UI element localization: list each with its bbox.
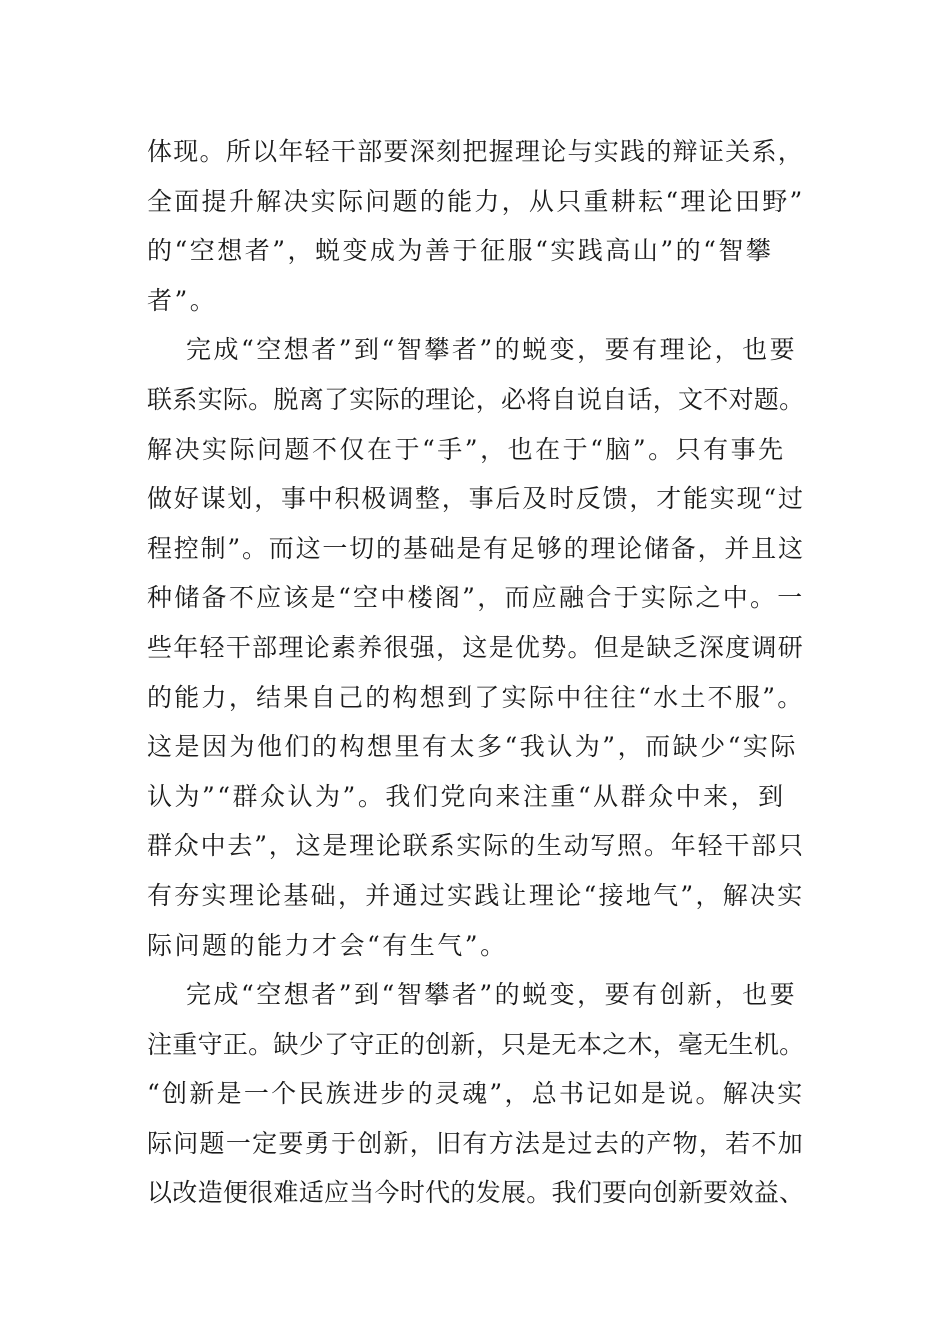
body-text [147, 127, 807, 1218]
text-line: 种储备不应该是“空中楼阁”，而应融合于实际之中。一 [147, 583, 805, 613]
text-line: 全面提升解决实际问题的能力，从只重耕耘“理论田野” [147, 186, 805, 216]
text-line: 做好谋划，事中积极调整，事后及时反馈，才能实现“过 [147, 484, 805, 514]
text-line: 解决实际问题不仅在于“手”，也在于“脑”。只有事先 [147, 434, 786, 464]
text-line: 的能力，结果自己的构想到了实际中往往“水土不服”。 [147, 682, 805, 712]
text-line: 完成“空想者”到“智攀者”的蜕变，要有创新，也要 [186, 980, 798, 1010]
text-line: 体现。所以年轻干部要深刻把握理论与实践的辩证关系， [147, 137, 805, 166]
text-line: 些年轻干部理论素养很强，这是优势。但是缺乏深度调研 [147, 632, 805, 662]
text-line: “创新是一个民族进步的灵魂”，总书记如是说。解决实 [147, 1079, 805, 1109]
text-line: 这是因为他们的构想里有太多“我认为”，而缺少“实际 [147, 732, 798, 762]
text-line: 者”。 [147, 285, 218, 315]
text-line: 以改造便很难适应当今时代的发展。我们要向创新要效益、 [147, 1178, 805, 1208]
text-line: 的“空想者”，蜕变成为善于征服“实践高山”的“智攀 [147, 236, 774, 266]
text-line: 联系实际。脱离了实际的理论，必将自说自话，文不对题。 [147, 384, 805, 414]
text-line: 有夯实理论基础，并通过实践让理论“接地气”，解决实 [147, 880, 805, 910]
text-line: 完成“空想者”到“智攀者”的蜕变，要有理论，也要 [186, 335, 798, 365]
text-line: 程控制”。而这一切的基础是有足够的理论储备，并且这 [147, 533, 805, 563]
text-line: 际问题的能力才会“有生气”。 [147, 930, 508, 960]
text-line: 际问题一定要勇于创新，旧有方法是过去的产物，若不加 [147, 1128, 805, 1158]
text-line: 群众中去”，这是理论联系实际的生动写照。年轻干部只 [147, 831, 805, 861]
text-line: 认为”“群众认为”。我们党向来注重“从群众中来，到 [147, 781, 786, 811]
text-line: 注重守正。缺少了守正的创新，只是无本之木，毫无生机。 [147, 1029, 805, 1059]
